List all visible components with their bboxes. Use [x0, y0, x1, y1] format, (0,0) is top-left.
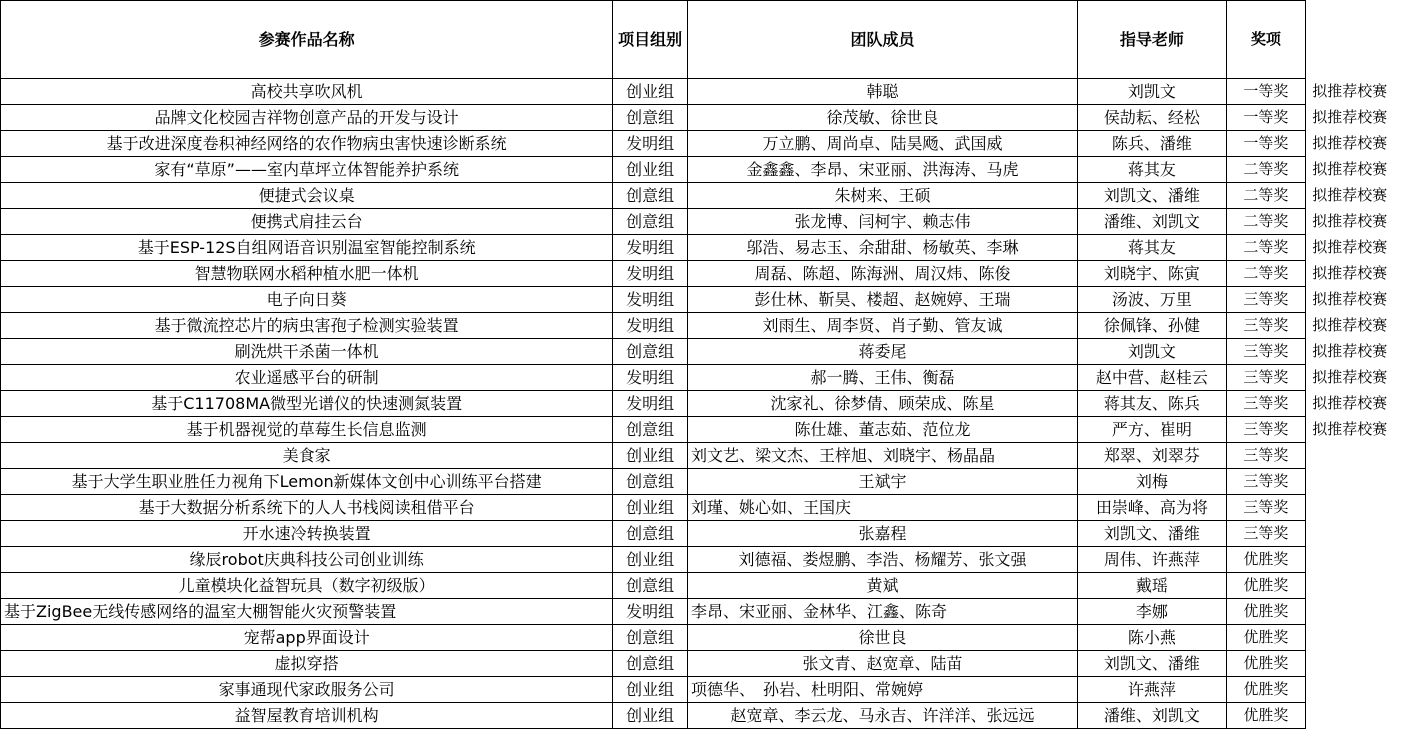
cell-group[interactable]: 创意组 [613, 573, 688, 599]
cell-group[interactable]: 创业组 [613, 79, 688, 105]
cell-project-name[interactable]: 便携式肩挂云台 [1, 209, 613, 235]
header-note[interactable] [1306, 1, 1413, 79]
cell-award[interactable]: 三等奖 [1226, 339, 1306, 365]
cell-group[interactable]: 创业组 [613, 547, 688, 573]
cell-team-members[interactable]: 万立鹏、周尚卓、陆昊飏、武国威 [688, 131, 1078, 157]
table-row [1, 287, 1413, 313]
cell-group[interactable]: 创业组 [613, 443, 688, 469]
cell-advisor[interactable]: 许燕萍 [1078, 677, 1227, 703]
cell-award[interactable]: 一等奖 [1226, 105, 1306, 131]
cell-award[interactable]: 二等奖 [1226, 157, 1306, 183]
cell-team-members[interactable]: 刘德福、娄煜鹏、李浩、杨耀芳、张文强 [688, 547, 1078, 573]
cell-advisor[interactable]: 徐佩锋、孙健 [1078, 313, 1227, 339]
table-row [1, 703, 1413, 729]
cell-award[interactable]: 三等奖 [1226, 443, 1306, 469]
cell-award[interactable]: 二等奖 [1226, 209, 1306, 235]
table-row [1, 599, 1413, 625]
cell-award[interactable]: 二等奖 [1226, 261, 1306, 287]
cell-advisor[interactable]: 侯劼耘、经松 [1078, 105, 1227, 131]
cell-team-members[interactable]: 张嘉程 [688, 521, 1078, 547]
cell-note[interactable] [1306, 677, 1413, 703]
cell-project-name[interactable]: 基于机器视觉的草莓生长信息监测 [1, 417, 613, 443]
table-row [1, 391, 1413, 417]
cell-award[interactable]: 一等奖 [1226, 131, 1306, 157]
table-row [1, 651, 1413, 677]
cell-advisor[interactable]: 严方、崔明 [1078, 417, 1227, 443]
cell-group[interactable]: 创意组 [613, 105, 688, 131]
table-row [1, 105, 1413, 131]
cell-advisor[interactable]: 潘维、刘凯文 [1078, 209, 1227, 235]
cell-group[interactable]: 创意组 [613, 183, 688, 209]
cell-team-members[interactable]: 邬浩、易志玉、余甜甜、杨敏英、李琳 [688, 235, 1078, 261]
cell-note[interactable] [1306, 625, 1413, 651]
cell-group[interactable]: 发明组 [613, 313, 688, 339]
cell-note[interactable] [1306, 443, 1413, 469]
cell-group[interactable]: 发明组 [613, 235, 688, 261]
cell-advisor[interactable]: 刘凯文 [1078, 339, 1227, 365]
table-row [1, 183, 1413, 209]
table-row [1, 261, 1413, 287]
table-row [1, 625, 1413, 651]
cell-team-members[interactable]: 周磊、陈超、陈海洲、周汉炜、陈俊 [688, 261, 1078, 287]
cell-project-name[interactable]: 宠帮app界面设计 [1, 625, 613, 651]
cell-team-members[interactable]: 彭仕林、靳昊、楼超、赵婉婷、王瑞 [688, 287, 1078, 313]
cell-note[interactable] [1306, 651, 1413, 677]
cell-project-name[interactable]: 基于改进深度卷积神经网络的农作物病虫害快速诊断系统 [1, 131, 613, 157]
cell-group[interactable]: 创意组 [613, 209, 688, 235]
cell-award[interactable]: 优胜奖 [1226, 651, 1306, 677]
cell-note[interactable]: 拟推荐校赛 [1312, 134, 1388, 152]
cell-project-name[interactable]: 刷洗烘干杀菌一体机 [1, 339, 613, 365]
cell-note[interactable]: 拟推荐校赛 [1312, 420, 1388, 438]
cell-group[interactable]: 创意组 [613, 469, 688, 495]
cell-note[interactable] [1306, 469, 1413, 495]
table-row [1, 131, 1413, 157]
cell-project-name[interactable]: 家有“草原”——室内草坪立体智能养护系统 [1, 157, 613, 183]
cell-group[interactable]: 发明组 [613, 391, 688, 417]
cell-award[interactable]: 优胜奖 [1226, 573, 1306, 599]
table-row [1, 417, 1413, 443]
cell-advisor[interactable]: 李娜 [1078, 599, 1227, 625]
cell-award[interactable]: 二等奖 [1226, 183, 1306, 209]
cell-group[interactable]: 发明组 [613, 261, 688, 287]
cell-note[interactable] [1306, 599, 1413, 625]
cell-award[interactable]: 三等奖 [1226, 391, 1306, 417]
cell-team-members[interactable]: 张龙博、闫柯宇、赖志伟 [688, 209, 1078, 235]
cell-advisor[interactable]: 蒋其友、陈兵 [1078, 391, 1227, 417]
cell-team-members[interactable]: 刘瑾、姚心如、王国庆 [688, 495, 1078, 521]
cell-advisor[interactable]: 戴瑶 [1078, 573, 1227, 599]
cell-team-members[interactable]: 蒋委尾 [688, 339, 1078, 365]
cell-group[interactable]: 创业组 [613, 703, 688, 729]
cell-advisor[interactable]: 刘晓宇、陈寅 [1078, 261, 1227, 287]
cell-team-members[interactable]: 徐茂敏、徐世良 [688, 105, 1078, 131]
cell-team-members[interactable]: 黄斌 [688, 573, 1078, 599]
cell-project-name[interactable]: 基于大学生职业胜任力视角下Lemon新媒体文创中心训练平台搭建 [1, 469, 613, 495]
cell-group[interactable]: 发明组 [613, 599, 688, 625]
cell-project-name[interactable]: 便捷式会议桌 [1, 183, 613, 209]
cell-group[interactable]: 创业组 [613, 157, 688, 183]
cell-team-members[interactable]: 金鑫鑫、李昂、宋亚丽、洪海涛、马虎 [688, 157, 1078, 183]
cell-group[interactable]: 创业组 [613, 677, 688, 703]
table-row [1, 365, 1413, 391]
cell-note[interactable]: 拟推荐校赛 [1312, 368, 1388, 386]
table-row [1, 235, 1413, 261]
cell-group[interactable]: 发明组 [613, 131, 688, 157]
table-row [1, 339, 1413, 365]
cell-team-members[interactable]: 郝一腾、王伟、衡磊 [688, 365, 1078, 391]
cell-project-name[interactable]: 基于大数据分析系统下的人人书栈阅读租借平台 [1, 495, 613, 521]
cell-award[interactable]: 三等奖 [1226, 495, 1306, 521]
cell-note[interactable]: 拟推荐校赛 [1312, 160, 1388, 178]
cell-advisor[interactable]: 汤波、万里 [1078, 287, 1227, 313]
cell-note[interactable]: 拟推荐校赛 [1312, 316, 1388, 334]
cell-project-name[interactable]: 基于C11708MA微型光谱仪的快速测氮装置 [1, 391, 613, 417]
cell-note[interactable] [1306, 547, 1413, 573]
cell-advisor[interactable]: 郑翠、刘翠芬 [1078, 443, 1227, 469]
cell-award[interactable]: 三等奖 [1226, 521, 1306, 547]
cell-project-name[interactable]: 高校共享吹风机 [1, 79, 613, 105]
cell-team-members[interactable]: 刘雨生、周李贤、肖子勤、管友诚 [688, 313, 1078, 339]
cell-note[interactable]: 拟推荐校赛 [1312, 186, 1388, 204]
cell-team-members[interactable]: 王斌宇 [688, 469, 1078, 495]
header-group[interactable]: 项目组别 [613, 1, 688, 79]
cell-award[interactable]: 三等奖 [1226, 365, 1306, 391]
cell-team-members[interactable]: 朱树来、王硕 [688, 183, 1078, 209]
cell-project-name[interactable]: 基于ESP-12S自组网语音识别温室智能控制系统 [1, 235, 613, 261]
cell-group[interactable]: 创意组 [613, 625, 688, 651]
table-row [1, 495, 1413, 521]
cell-advisor[interactable]: 田崇峰、高为将 [1078, 495, 1227, 521]
cell-award[interactable]: 二等奖 [1226, 235, 1306, 261]
cell-project-name[interactable]: 美食家 [1, 443, 613, 469]
cell-award[interactable]: 优胜奖 [1226, 625, 1306, 651]
table-row [1, 573, 1413, 599]
table-row [1, 443, 1413, 469]
cell-group[interactable]: 创意组 [613, 521, 688, 547]
cell-project-name[interactable]: 电子向日葵 [1, 287, 613, 313]
header-row [1, 1, 1413, 79]
cell-award[interactable]: 三等奖 [1226, 417, 1306, 443]
cell-team-members[interactable]: 项德华、 孙岩、杜明阳、常婉婷 [688, 677, 1078, 703]
cell-note[interactable]: 拟推荐校赛 [1312, 290, 1388, 308]
cell-team-members[interactable]: 韩聪 [688, 79, 1078, 105]
cell-note[interactable]: 拟推荐校赛 [1312, 108, 1388, 126]
cell-group[interactable]: 创意组 [613, 339, 688, 365]
cell-note[interactable] [1306, 703, 1413, 729]
cell-advisor[interactable]: 蒋其友 [1078, 157, 1227, 183]
cell-note[interactable]: 拟推荐校赛 [1312, 394, 1388, 412]
cell-project-name[interactable]: 品牌文化校园吉祥物创意产品的开发与设计 [1, 105, 613, 131]
cell-award[interactable]: 一等奖 [1226, 79, 1306, 105]
cell-advisor[interactable]: 陈小燕 [1078, 625, 1227, 651]
cell-group[interactable]: 创业组 [613, 495, 688, 521]
cell-advisor[interactable]: 周伟、许燕萍 [1078, 547, 1227, 573]
cell-award[interactable]: 优胜奖 [1226, 677, 1306, 703]
cell-note[interactable]: 拟推荐校赛 [1312, 238, 1388, 256]
cell-advisor[interactable]: 刘凯文 [1078, 79, 1227, 105]
cell-note[interactable] [1306, 495, 1413, 521]
cell-team-members[interactable]: 李昂、宋亚丽、金林华、江鑫、陈奇 [688, 599, 1078, 625]
cell-award[interactable]: 三等奖 [1226, 287, 1306, 313]
cell-project-name[interactable]: 缘辰robot庆典科技公司创业训练 [1, 547, 613, 573]
table-row [1, 677, 1413, 703]
table-row [1, 313, 1413, 339]
cell-note[interactable]: 拟推荐校赛 [1312, 342, 1388, 360]
table-row [1, 469, 1413, 495]
table-row [1, 157, 1413, 183]
cell-project-name[interactable]: 虚拟穿搭 [1, 651, 613, 677]
cell-team-members[interactable]: 张文青、赵宽章、陆苗 [688, 651, 1078, 677]
cell-advisor[interactable]: 赵中营、赵桂云 [1078, 365, 1227, 391]
table-row [1, 547, 1413, 573]
table-body [1, 79, 1413, 729]
cell-group[interactable]: 创意组 [613, 651, 688, 677]
header-project-name[interactable]: 参赛作品名称 [1, 1, 613, 79]
cell-group[interactable]: 创意组 [613, 417, 688, 443]
table-row [1, 521, 1413, 547]
cell-award[interactable]: 优胜奖 [1226, 547, 1306, 573]
cell-project-name[interactable]: 智慧物联网水稻种植水肥一体机 [1, 261, 613, 287]
cell-team-members[interactable]: 陈仕雄、董志茹、范位龙 [688, 417, 1078, 443]
cell-award[interactable]: 三等奖 [1226, 469, 1306, 495]
cell-note[interactable]: 拟推荐校赛 [1312, 212, 1388, 230]
cell-note[interactable]: 拟推荐校赛 [1312, 264, 1388, 282]
cell-group[interactable]: 发明组 [613, 287, 688, 313]
header-team-members[interactable]: 团队成员 [688, 1, 1078, 79]
cell-advisor[interactable]: 陈兵、潘维 [1078, 131, 1227, 157]
header-award[interactable]: 奖项 [1226, 1, 1306, 79]
header-advisor[interactable]: 指导老师 [1078, 1, 1227, 79]
cell-advisor[interactable]: 刘凯文、潘维 [1078, 651, 1227, 677]
cell-team-members[interactable]: 刘文艺、梁文杰、王梓旭、刘晓宇、杨晶晶 [688, 443, 1078, 469]
cell-project-name[interactable]: 开水速冷转换装置 [1, 521, 613, 547]
cell-team-members[interactable]: 沈家礼、徐梦倩、顾荣成、陈星 [688, 391, 1078, 417]
cell-project-name[interactable]: 基于ZigBee无线传感网络的温室大棚智能火灾预警装置 [1, 599, 613, 625]
cell-advisor[interactable]: 刘凯文、潘维 [1078, 521, 1227, 547]
cell-project-name[interactable]: 农业遥感平台的研制 [1, 365, 613, 391]
cell-award[interactable]: 优胜奖 [1226, 599, 1306, 625]
cell-project-name[interactable]: 基于微流控芯片的病虫害孢子检测实验装置 [1, 313, 613, 339]
cell-note[interactable] [1306, 521, 1413, 547]
table-row [1, 209, 1413, 235]
cell-team-members[interactable]: 徐世良 [688, 625, 1078, 651]
table-row [1, 79, 1413, 105]
cell-project-name[interactable]: 儿童模块化益智玩具（数字初级版） [1, 573, 613, 599]
cell-project-name[interactable]: 益智屋教育培训机构 [1, 703, 613, 729]
cell-award[interactable]: 三等奖 [1226, 313, 1306, 339]
cell-project-name[interactable]: 家事通现代家政服务公司 [1, 677, 613, 703]
cell-note[interactable]: 拟推荐校赛 [1312, 82, 1388, 100]
cell-advisor[interactable]: 刘凯文、潘维 [1078, 183, 1227, 209]
cell-advisor[interactable]: 蒋其友 [1078, 235, 1227, 261]
cell-advisor[interactable]: 刘梅 [1078, 469, 1227, 495]
cell-award[interactable]: 优胜奖 [1226, 703, 1306, 729]
cell-advisor[interactable]: 潘维、刘凯文 [1078, 703, 1227, 729]
cell-group[interactable]: 发明组 [613, 365, 688, 391]
cell-team-members[interactable]: 赵宽章、李云龙、马永吉、许洋洋、张远远 [688, 703, 1078, 729]
cell-note[interactable] [1306, 573, 1413, 599]
